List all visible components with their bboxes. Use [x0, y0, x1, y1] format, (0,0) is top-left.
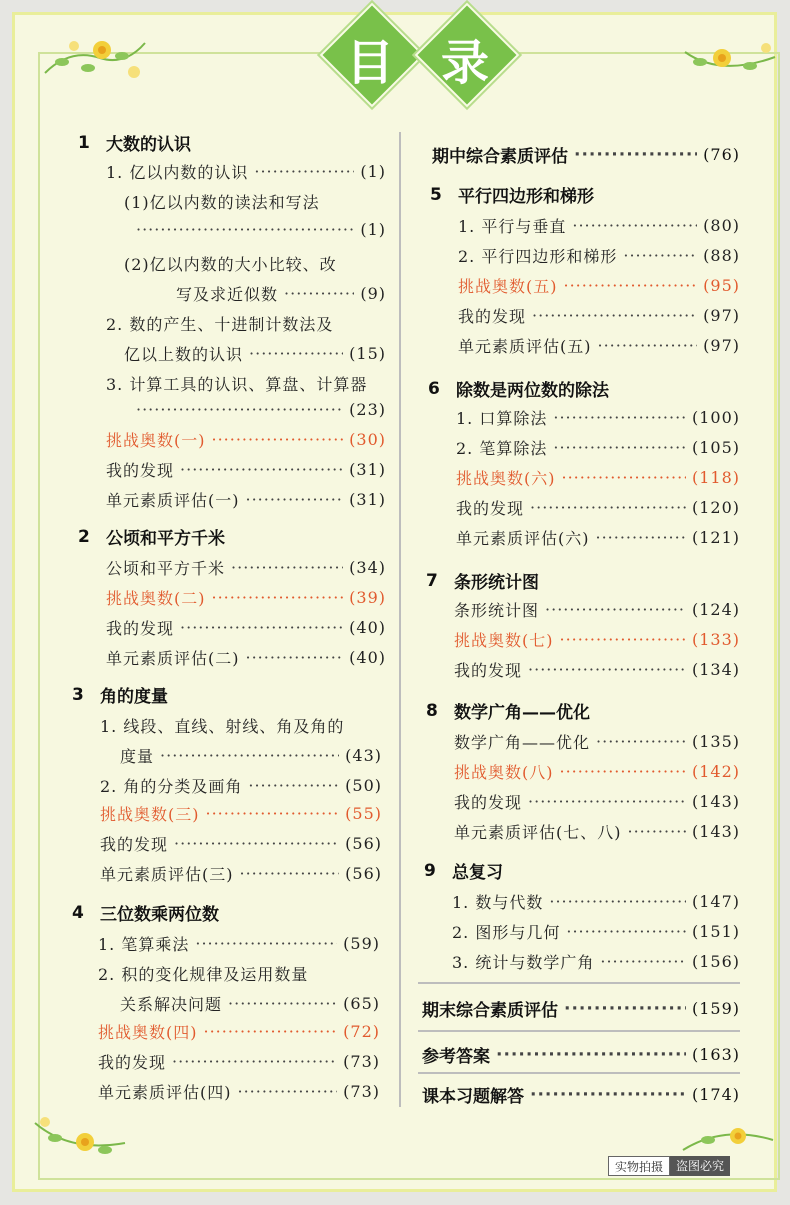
chapter-4-heading[interactable] — [72, 900, 219, 925]
toc-entry[interactable]: 单元素质评估(二) ····· (40) — [106, 646, 386, 669]
toc-entry-label: 2. 积的变化规律及运用数量 — [98, 965, 309, 984]
chapter-title: 平行四边形和梯形 — [458, 187, 594, 207]
challenge-entry[interactable]: 挑战奥数(四) ····· (72) — [98, 1020, 380, 1043]
flower-decoration-bottom-left-icon — [30, 1108, 130, 1168]
textbook-solutions-entry[interactable]: 课本习题解答 ····· (174) — [422, 1082, 740, 1107]
column-divider — [399, 132, 401, 1107]
chapter-number: 7 — [426, 570, 438, 591]
toc-entry[interactable]: 我的发现 ····· (97) — [458, 304, 740, 327]
chapter-3-heading[interactable] — [72, 682, 168, 707]
toc-entry[interactable]: 2. 角的分类及画角 ····· (50) — [100, 774, 382, 797]
challenge-entry[interactable]: 挑战奥数(三) ····· (55) — [100, 802, 382, 825]
toc-entry[interactable]: 单元素质评估(三) ····· (56) — [100, 862, 382, 885]
toc-entry[interactable]: ····· (23) — [136, 400, 386, 419]
toc-entry[interactable]: 2. 笔算除法 ····· (105) — [456, 436, 740, 459]
toc-entry[interactable]: 我的发现 ····· (134) — [454, 658, 740, 681]
chapter-title: 数学广角——优化 — [454, 703, 590, 723]
chapter-title: 公顷和平方千米 — [106, 529, 225, 549]
page-title — [320, 18, 520, 102]
challenge-entry[interactable]: 挑战奥数(五) ····· (95) — [458, 274, 740, 297]
chapter-title: 大数的认识 — [106, 135, 191, 155]
toc-entry[interactable]: 单元素质评估(七、八) ····· (143) — [454, 820, 740, 843]
watermark-stamp — [608, 1156, 730, 1176]
chapter-2-heading[interactable] — [78, 524, 225, 549]
stamp-left-text: 实物拍摄 — [608, 1156, 670, 1176]
chapter-number: 9 — [424, 860, 436, 881]
toc-entry-label: 3. 计算工具的认识、算盘、计算器 — [106, 375, 368, 394]
toc-entry[interactable]: 1. 笔算乘法 ····· (59) — [98, 932, 380, 955]
toc-entry[interactable]: 我的发现 ····· (31) — [106, 458, 386, 481]
section-divider — [418, 1072, 740, 1074]
toc-entry-label: (2)亿以内数的大小比较、改 — [124, 255, 337, 274]
toc-entry[interactable]: 关系解决问题 ····· (65) — [120, 992, 380, 1015]
toc-entry[interactable]: 我的发现 ····· (120) — [456, 496, 740, 519]
toc-entry[interactable]: 我的发现 ····· (73) — [98, 1050, 380, 1073]
toc-entry[interactable]: 1. 平行与垂直 ····· (80) — [458, 214, 740, 237]
toc-entry[interactable]: 公顷和平方千米 ····· (34) — [106, 556, 386, 579]
answers-entry[interactable]: 参考答案 ····· (163) — [422, 1042, 740, 1067]
toc-entry[interactable]: 写及求近似数 ····· (9) — [176, 282, 386, 305]
toc-entry[interactable]: 条形统计图 ····· (124) — [454, 598, 740, 621]
chapter-5-heading[interactable] — [430, 182, 594, 207]
toc-entry[interactable]: 度量 ····· (43) — [120, 744, 382, 767]
toc-entry[interactable]: 单元素质评估(五) ····· (97) — [458, 334, 740, 357]
chapter-7-heading[interactable] — [426, 568, 539, 593]
chapter-number: 5 — [430, 184, 442, 205]
flower-decoration-bottom-right-icon — [678, 1120, 778, 1160]
chapter-9-heading[interactable] — [424, 858, 503, 883]
chapter-number: 8 — [426, 700, 438, 721]
stamp-right-text: 盗图必究 — [670, 1156, 730, 1176]
chapter-title: 除数是两位数的除法 — [456, 381, 609, 401]
chapter-title: 条形统计图 — [454, 573, 539, 593]
challenge-entry[interactable]: 挑战奥数(二) ····· (39) — [106, 586, 386, 609]
chapter-1-heading[interactable] — [78, 130, 191, 155]
toc-entry[interactable]: 亿以上数的认识 ····· (15) — [124, 342, 386, 365]
toc-entry[interactable]: 1. 亿以内数的认识 ····· (1) — [106, 160, 386, 183]
challenge-entry[interactable]: 挑战奥数(七) ····· (133) — [454, 628, 740, 651]
toc-entry-label: (1)亿以内数的读法和写法 — [124, 193, 320, 212]
section-divider — [418, 982, 740, 984]
chapter-number: 6 — [428, 378, 440, 399]
chapter-8-heading[interactable] — [426, 698, 590, 723]
toc-entry[interactable]: 1. 数与代数 ····· (147) — [452, 890, 740, 913]
final-assessment-entry[interactable]: 期末综合素质评估 ····· (159) — [422, 996, 740, 1021]
toc-entry[interactable]: 单元素质评估(一) ····· (31) — [106, 488, 386, 511]
chapter-title: 总复习 — [452, 863, 503, 883]
toc-entry[interactable]: 我的发现 ····· (56) — [100, 832, 382, 855]
challenge-entry[interactable]: 挑战奥数(六) ····· (118) — [456, 466, 740, 489]
toc-entry[interactable]: 1. 口算除法 ····· (100) — [456, 406, 740, 429]
midterm-assessment-entry[interactable]: 期中综合素质评估 ····· (76) — [432, 142, 740, 167]
toc-entry[interactable]: 数学广角——优化 ····· (135) — [454, 730, 740, 753]
toc-entry[interactable]: ····· (1) — [136, 220, 386, 239]
toc-entry[interactable]: 我的发现 ····· (40) — [106, 616, 386, 639]
toc-entry[interactable]: 2. 图形与几何 ····· (151) — [452, 920, 740, 943]
chapter-title: 角的度量 — [100, 687, 168, 707]
title-char-2: 录 — [440, 35, 489, 91]
challenge-entry[interactable]: 挑战奥数(八) ····· (142) — [454, 760, 740, 783]
toc-entry-label: 2. 数的产生、十进制计数法及 — [106, 315, 334, 334]
challenge-entry[interactable]: 挑战奥数(一) ····· (30) — [106, 428, 386, 451]
toc-entry[interactable]: 3. 统计与数学广角 ····· (156) — [452, 950, 740, 973]
toc-entry[interactable]: 单元素质评估(六) ····· (121) — [456, 526, 740, 549]
chapter-number: 1 — [78, 132, 90, 153]
flower-decoration-top-right-icon — [680, 32, 780, 92]
title-char-1: 目 — [345, 35, 394, 91]
chapter-6-heading[interactable] — [428, 376, 609, 401]
chapter-number: 3 — [72, 684, 84, 705]
toc-entry[interactable]: 2. 平行四边形和梯形 ····· (88) — [458, 244, 740, 267]
chapter-number: 4 — [72, 902, 84, 923]
flower-decoration-top-left-icon — [40, 28, 150, 88]
chapter-title: 三位数乘两位数 — [100, 905, 219, 925]
section-divider — [418, 1030, 740, 1032]
toc-entry[interactable]: 单元素质评估(四) ····· (73) — [98, 1080, 380, 1103]
toc-entry-label: 1. 线段、直线、射线、角及角的 — [100, 717, 345, 736]
chapter-number: 2 — [78, 526, 90, 547]
toc-entry[interactable]: 我的发现 ····· (143) — [454, 790, 740, 813]
